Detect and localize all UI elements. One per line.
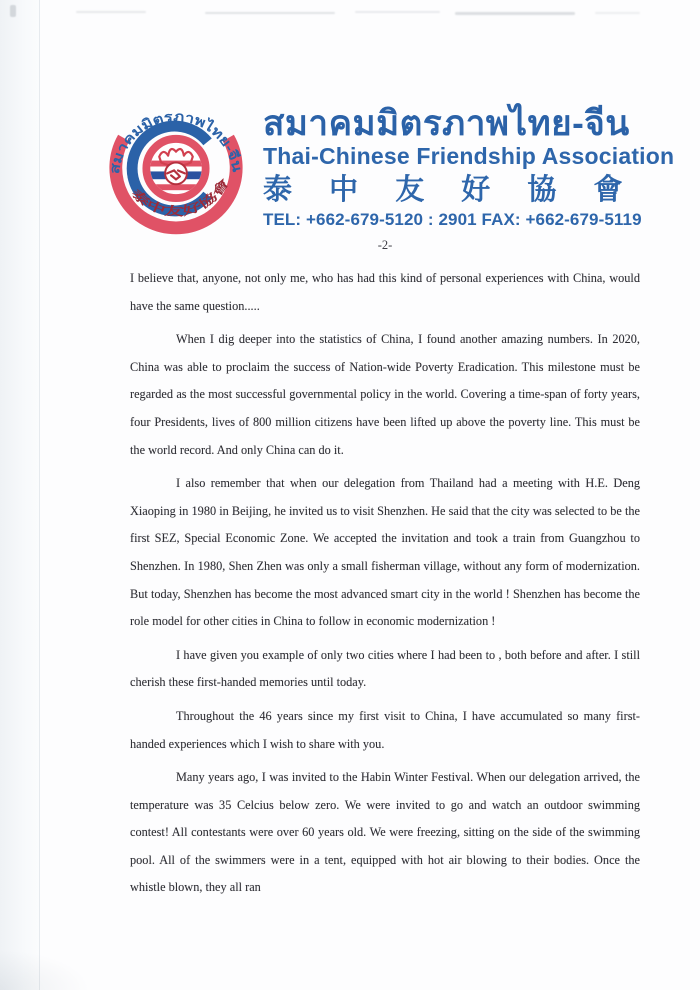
- page-number: -2-: [377, 238, 393, 252]
- paragraph-4: I have given you example of only two cities where I had been to , both before and after. I still cherish these first-handed memories until today.: [130, 647, 640, 690]
- paragraph-3: I also remember that when our delegation from Thailand had a meeting with H.E. Deng Xiaoping in 1980 in Beijing, he invited us to visit Shenzhen. He said that the city was selected to be the first SEZ, Special Economic Zone. We accepted the invitation and took a train from Guangzhou to Shenzhen. In 1980, Shen Zhen was only a small fisherman village, without any form of modernization. But today, Shenzhen has become the most advanced smart city in the world ! Shenzhen has become the role model for other cities in China to follow in economic modernization !: [130, 476, 640, 629]
- scan-artifact: [10, 5, 16, 17]
- scan-artifact: [355, 11, 440, 13]
- paragraph-6: Many years ago, I was invited to the Habin Winter Festival. When our delegation arrived, the temperature was 35 Celcius below zero. We were invited to go and watch an outdoor swimming contest! All contestants were over 60 years old. We were freezing, sitting on the side of the swimming pool. All of the swimmers were in a tent, equipped with hot air blowing to their bodies. Once the whistle blown, they all ran: [130, 770, 640, 895]
- letterhead-title-chinese: 泰 中 友 好 協 會: [263, 172, 623, 206]
- letter-body: [130, 265, 640, 908]
- paragraph-5: Throughout the 46 years since my first visit to China, I have accumulated so many first-handed experiences which I wish to share with you.: [130, 708, 640, 751]
- letterhead-titles: [263, 103, 689, 231]
- letterhead-title-english: Thai-Chinese Friendship Association: [263, 143, 675, 169]
- letterhead-title-thai: สมาคมมิตรภาพไทย-จีน: [263, 104, 630, 143]
- scan-artifact: [76, 11, 146, 13]
- scan-artifact: [205, 12, 335, 14]
- letterhead: [100, 95, 690, 245]
- paragraph-1: I believe that, anyone, not only me, who has had this kind of personal experiences with China, would have the same question.....: [130, 271, 640, 313]
- paragraph-2: When I dig deeper into the statistics of China, I found another amazing numbers. In 2020, China was able to proclaim the success of Nation-wide Poverty Eradication. This milestone must be regarded as the most successful governmental policy in the world. Covering a time-span of forty years, four Presidents, lives of 800 million citizens have been lifted up above the poverty line. This must be the world record. And only China can do it.: [130, 332, 640, 457]
- association-logo-icon: [102, 95, 250, 239]
- scan-corner-shadow: [0, 950, 90, 990]
- scan-artifact: [455, 12, 575, 15]
- logo-thai-arc-text: สมาคมมิตรภาพไทย-จีน: [106, 108, 245, 175]
- letterhead-contact: TEL: +662-679-5120 : 2901 FAX: +662-679-5119: [263, 210, 642, 229]
- scan-left-edge: [0, 0, 40, 990]
- scan-artifact: [595, 12, 640, 14]
- logo-chinese-arc-text: 泰中友好協會: [128, 182, 228, 219]
